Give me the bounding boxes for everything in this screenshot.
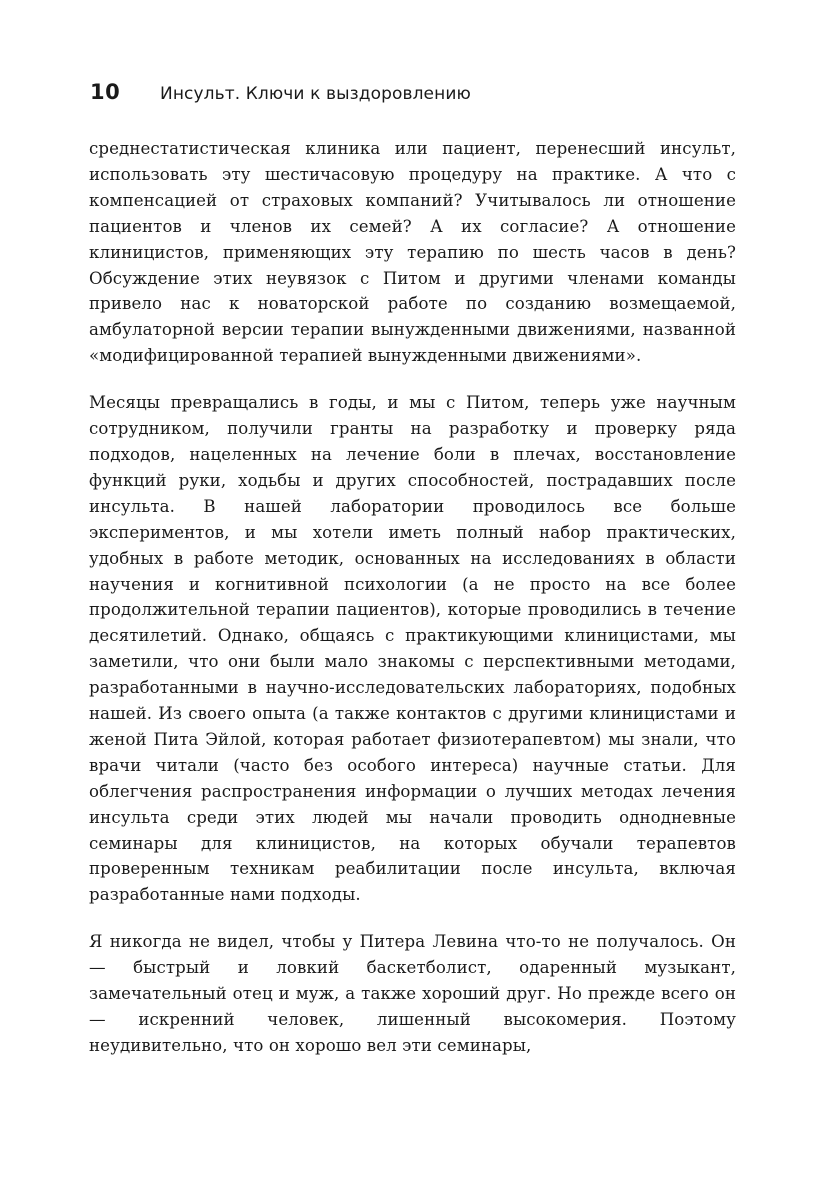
paragraph-2: Месяцы превращались в годы, и мы с Питом, теперь уже научным сотрудником, получили гранты на разработку и проверку ряда подходов, нацеленных на лечение боли в плечах, восстановление функций руки, ходьбы и других способностей, пострадавших после инсульта. В нашей лаборатории проводилось все больше экспериментов, и мы хотели иметь полный набор практических, удобных в работе методик, основанных на исследованиях в области научения и когнитивной психологии (а не просто на все более продолжительной терапии пациентов), которые проводились в течение десятилетий. Однако, общаясь с практикующими клиницистами, мы заметили, что они были мало знакомы с перспективными методами, разработанными в научно-исследовательских лабораториях, подобных нашей. Из своего опыта (а также контактов с другими клиницистами и женой Пита Эйлой, которая работает физиотерапевтом) мы знали, что врачи читали (часто без особого интереса) научные статьи. Для облегчения распространения информации о лучших методах лечения инсульта среди этих людей мы начали проводить однодневные семинары для клиницистов, на которых обучали терапевтов проверенным техникам реабилитации после инсульта, включая разработанные нами подходы. (89, 393, 736, 905)
paragraph-1: среднестатистическая клиника или пациент, перенесший инсульт, использовать эту шестичасовую процедуру на практике. А что с компенсацией от страховых компаний? Учитывалось ли отношение пациентов и членов их семей? А их согласие? А отношение клиницистов, применяющих эту терапию по шесть часов в день? Обсуждение этих неувязок с Питом и другими членами команды привело нас к новаторской работе по созданию возмещаемой, амбулаторной версии терапии вынужденными движениями, названной «модифицированной терапией вынужденными движениями». (89, 139, 736, 366)
running-head (90, 80, 740, 110)
paragraph-3: Я никогда не видел, чтобы у Питера Левина что-то не получалось. Он — быстрый и ловкий баскетболист, одаренный музыкант, замечательный отец и муж, а также хороший друг. Но прежде всего он — искренний человек, лишенный высокомерия. Поэтому неудивительно, что он хорошо вел эти семинары, (89, 932, 736, 1055)
page-number: 10 (90, 80, 121, 104)
book-title: Инсульт. Ключи к выздоровлению (160, 84, 471, 104)
body-text (89, 136, 736, 1080)
